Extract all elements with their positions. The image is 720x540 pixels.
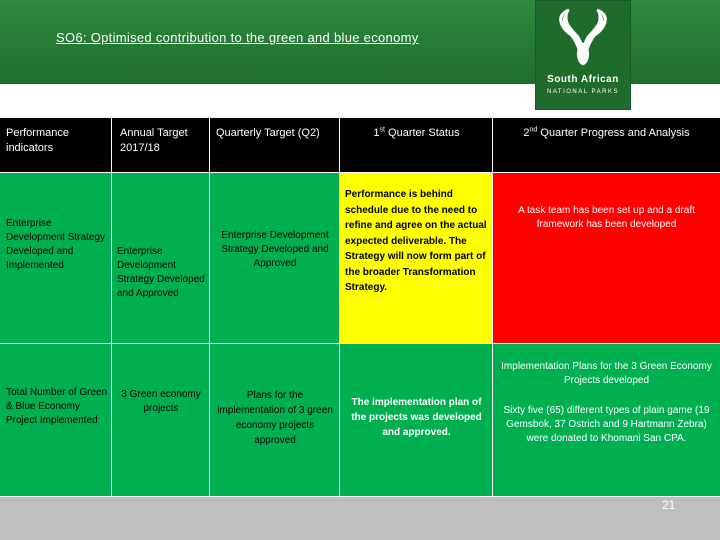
- table-row-2-annual-target: [112, 344, 210, 496]
- header-q1-label: Quarter Status: [384, 127, 460, 139]
- header-q1-status: [340, 118, 493, 172]
- table-row-1-annual-target: [112, 173, 210, 343]
- table-footer-band: [0, 497, 720, 540]
- kudu-head-icon: [555, 8, 611, 70]
- header-q1-sup: st: [379, 126, 385, 134]
- row-1-annual-target-text: Enterprise Development Strategy Developed and Approved: [117, 246, 205, 299]
- header-q2-number: 2: [523, 127, 530, 139]
- row-1-q1-status-text: Performance is behind schedule due to the need to refine and agree on the actual expected deliverable. The Strategy will now form part of the broader Transformation Strategy.: [345, 189, 487, 293]
- logo-text-primary: South African: [547, 74, 619, 85]
- row-2-q1-status-text: The implementation plan of the projects was developed and approved.: [351, 397, 482, 438]
- row-2-indicator-text: Total Number of Green & Blue Economy Project Implemented: [6, 387, 108, 426]
- row-1-quarterly-target-text: Enterprise Development Strategy Developed and Approved: [221, 230, 329, 269]
- row-1-q2-progress-text: A task team has been set up and a draft framework has been developed: [518, 205, 695, 230]
- row-2-q2-progress-line2: Sixty five (65) different types of plain game (19 Gemsbok, 37 Ostrich and 9 Hartmann Zebra) were donated to Khomani San CPA.: [503, 405, 710, 444]
- table-row-1-quarterly-target: [210, 173, 340, 343]
- header-q2-sup: nd: [529, 126, 538, 134]
- header-quarterly-target-label: Quarterly Target (Q2): [216, 127, 320, 139]
- header-performance-indicators-label: Performance indicators: [6, 127, 69, 154]
- table-row-2-q2-progress: [493, 344, 720, 496]
- header-annual-target-label: Annual Target 2017/18: [120, 127, 188, 154]
- header-q1-number: 1: [373, 127, 380, 139]
- header-q2-progress: [493, 118, 720, 172]
- grid-divider: [209, 118, 210, 497]
- sanparks-logo: [535, 0, 631, 110]
- table-row-2-quarterly-target: [210, 344, 340, 496]
- grid-divider: [0, 172, 720, 173]
- grid-divider: [492, 118, 493, 497]
- logo-text-secondary: NATIONAL PARKS: [547, 89, 619, 95]
- row-2-q2-progress-line1: Implementation Plans for the 3 Green Economy Projects developed: [501, 361, 712, 386]
- table-row-2-q1-status: [340, 344, 493, 496]
- row-2-quarterly-target-text: Plans for the implementation of 3 green economy projects approved: [217, 390, 333, 446]
- page-number: 21: [662, 498, 676, 512]
- header-performance-indicators: [0, 118, 112, 172]
- grid-divider: [111, 118, 112, 497]
- header-quarterly-target: [210, 118, 340, 172]
- grid-divider: [0, 496, 720, 497]
- table-row-1-q2-progress: [493, 173, 720, 343]
- grid-divider: [339, 118, 340, 497]
- table-row-1-q1-status: [340, 173, 493, 343]
- table-row-2-indicator: [0, 344, 112, 496]
- row-2-annual-target-text: 3 Green economy projects: [121, 389, 201, 414]
- slide-title: SO6: Optimised contribution to the green and blue economy: [56, 30, 419, 45]
- header-annual-target: [112, 118, 210, 172]
- row-1-indicator-text: Enterprise Development Strategy Developed and Implemented: [6, 218, 105, 271]
- grid-divider: [0, 343, 720, 344]
- header-q2-label: Quarter Progress and Analysis: [537, 127, 690, 139]
- table-row-1-indicator: [0, 173, 112, 343]
